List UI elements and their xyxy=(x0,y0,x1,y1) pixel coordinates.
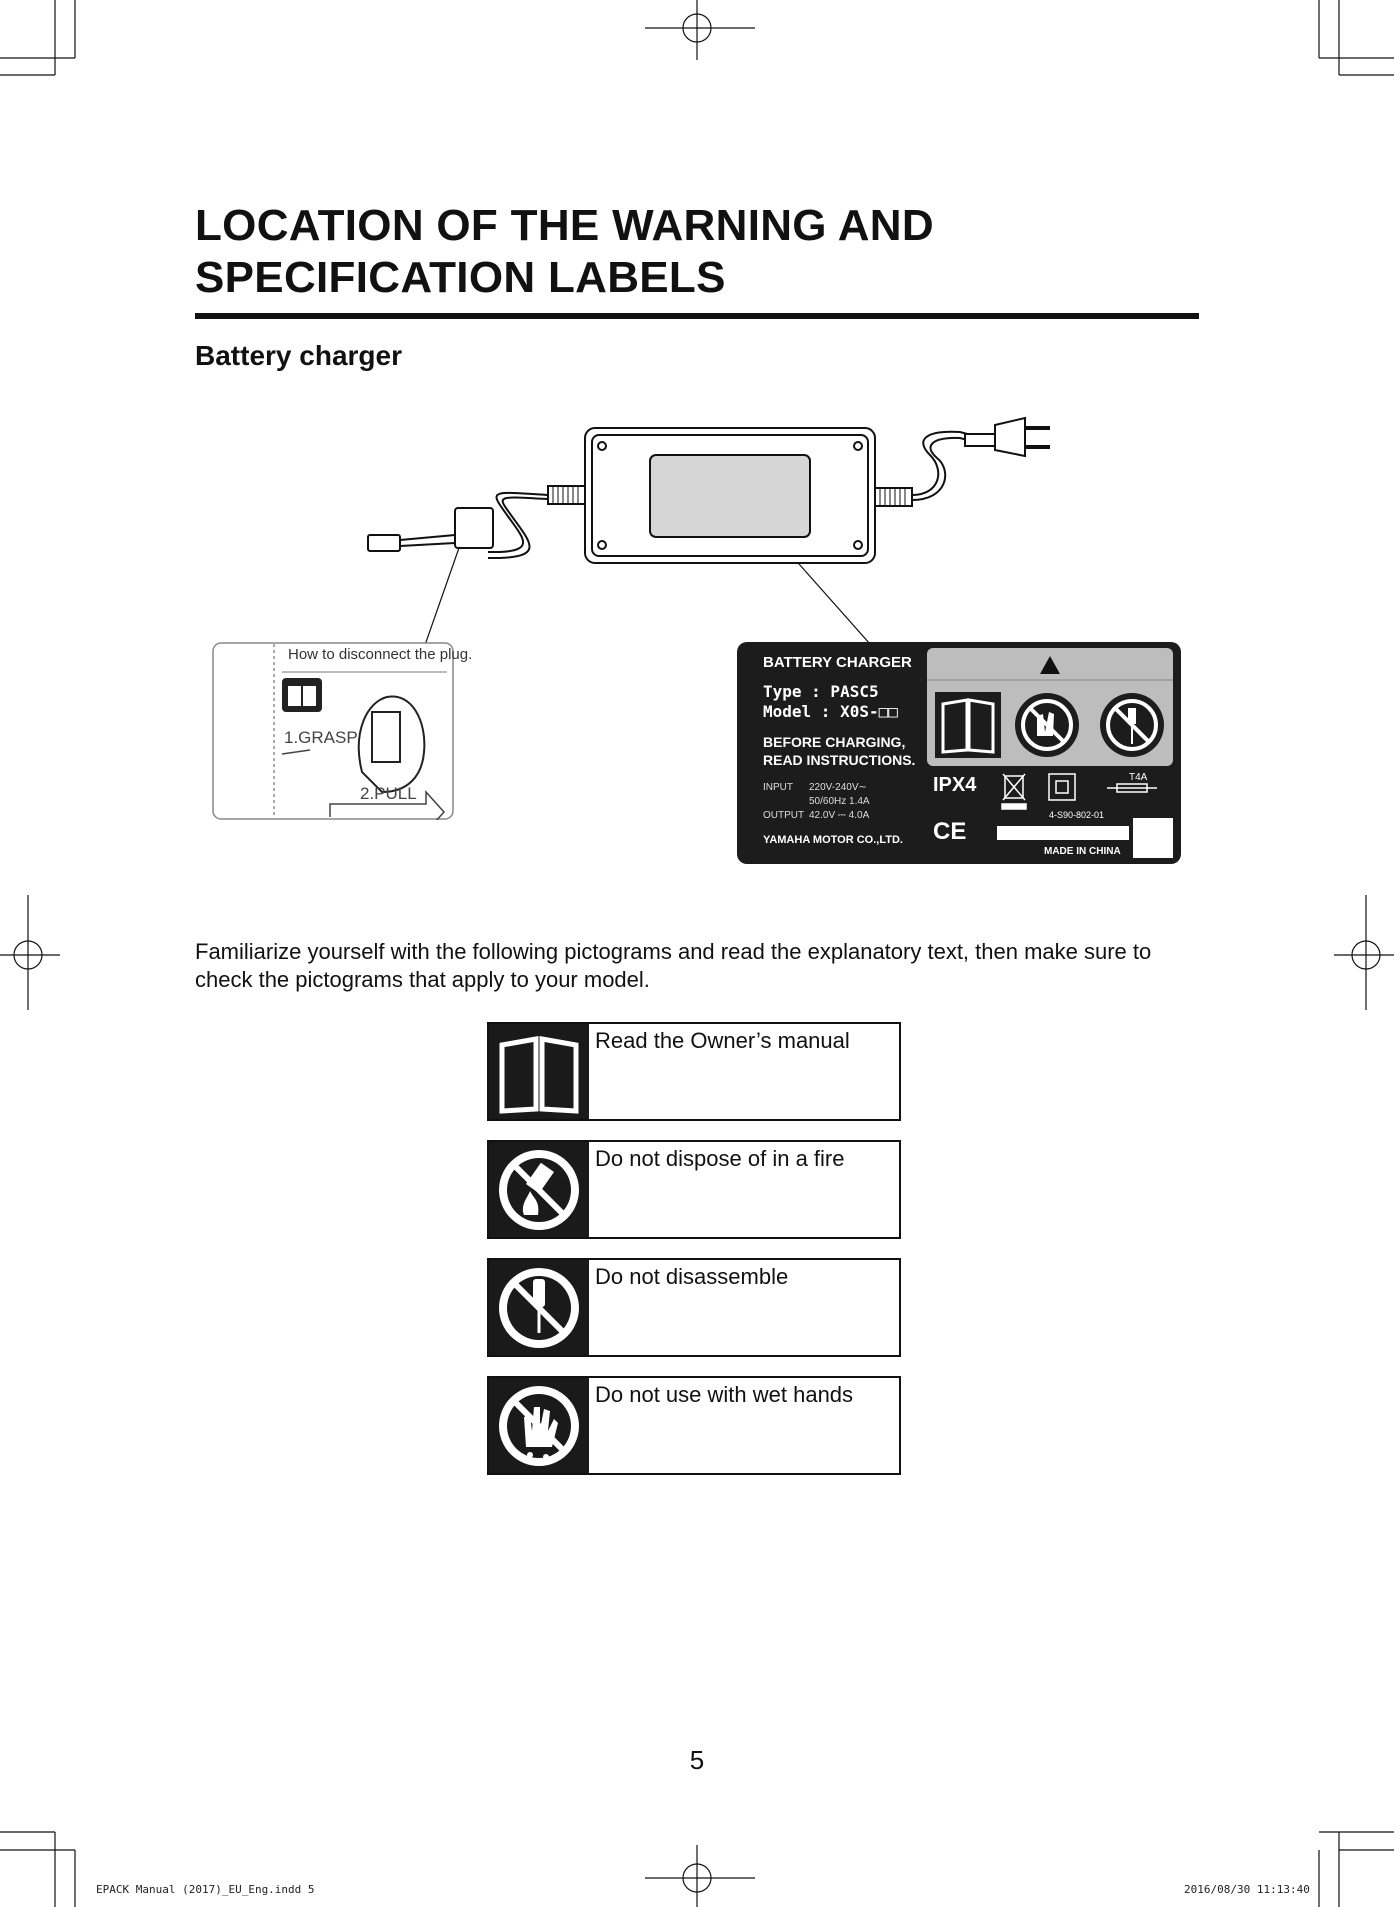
page-number: 5 xyxy=(689,1745,705,1775)
qr-area xyxy=(1133,818,1173,858)
warning-panel-icons xyxy=(927,648,1173,766)
pictogram-row xyxy=(487,1258,901,1357)
spec-input-frequency: 50/60Hz 1.4A xyxy=(809,796,870,807)
spec-input-voltage: 220V-240V∼ xyxy=(809,782,867,793)
footer-file-info: EPACK Manual (2017)_EU_Eng.indd 5 xyxy=(96,1883,315,1896)
double-insulation-icon xyxy=(1049,774,1075,800)
pictogram-text: Do not disassemble xyxy=(595,1264,789,1289)
pictogram-row xyxy=(487,1376,901,1475)
spec-part-number: 4-S90-802-01 xyxy=(1049,810,1105,820)
no-disassemble-icon xyxy=(489,1260,589,1355)
intro-paragraph: Familiarize yourself with the following pictograms and read the explanatory text, then make sure to check the pictograms that apply to your model. xyxy=(195,939,1152,992)
no-disassemble-icon xyxy=(1100,693,1164,757)
spec-fuse-rating: T4A xyxy=(1129,772,1148,783)
spec-input-key: INPUT xyxy=(763,782,793,793)
section-heading: Battery charger xyxy=(195,340,402,371)
manual-icon xyxy=(489,1024,589,1119)
no-wet-hands-icon xyxy=(1015,693,1079,757)
disconnect-label-heading: How to disconnect the plug. xyxy=(288,646,473,663)
disconnect-step-grasp: 1.GRASP xyxy=(284,728,358,747)
spec-label-name: BATTERY CHARGER xyxy=(763,654,912,671)
pictogram-row xyxy=(487,1140,901,1239)
warning-triangle-icon xyxy=(1040,656,1060,674)
pictogram-text: Do not use with wet hands xyxy=(595,1382,854,1407)
spec-label-type: Type : PASC5 xyxy=(763,682,879,701)
no-wet-hands-icon xyxy=(489,1378,589,1473)
pictogram-row xyxy=(487,1022,901,1121)
ce-mark: CE xyxy=(933,818,967,845)
spec-label-model: Model : X0S-□□ xyxy=(763,702,898,721)
pictogram-text: Do not dispose of in a fire xyxy=(595,1146,845,1171)
specification-label xyxy=(737,642,1181,864)
barcode-area xyxy=(997,826,1129,840)
no-fire-icon xyxy=(489,1142,589,1237)
charger-illustration xyxy=(0,0,1394,880)
spec-manufacturer: YAMAHA MOTOR CO.,LTD. xyxy=(763,834,903,846)
spec-label-instruction-1: BEFORE CHARGING, xyxy=(763,734,906,750)
page-title-line2: SPECIFICATION LABELS xyxy=(195,253,726,302)
spec-output-key: OUTPUT xyxy=(763,810,805,821)
pictogram-text: Read the Owner’s manual xyxy=(595,1028,850,1053)
disconnect-step-pull: 2.PULL xyxy=(360,784,417,803)
spec-ipx-rating: IPX4 xyxy=(933,774,977,796)
manual-icon xyxy=(935,692,1001,758)
page-title-line1: LOCATION OF THE WARNING AND xyxy=(195,201,934,250)
certification-marks xyxy=(999,770,1179,814)
spec-origin: MADE IN CHINA xyxy=(1044,846,1121,857)
footer-timestamp: 2016/08/30 11:13:40 xyxy=(1184,1883,1310,1896)
spec-label-instruction-2: READ INSTRUCTIONS. xyxy=(763,752,916,768)
spec-output-value: 42.0V ⎓ 4.0A xyxy=(809,810,870,821)
